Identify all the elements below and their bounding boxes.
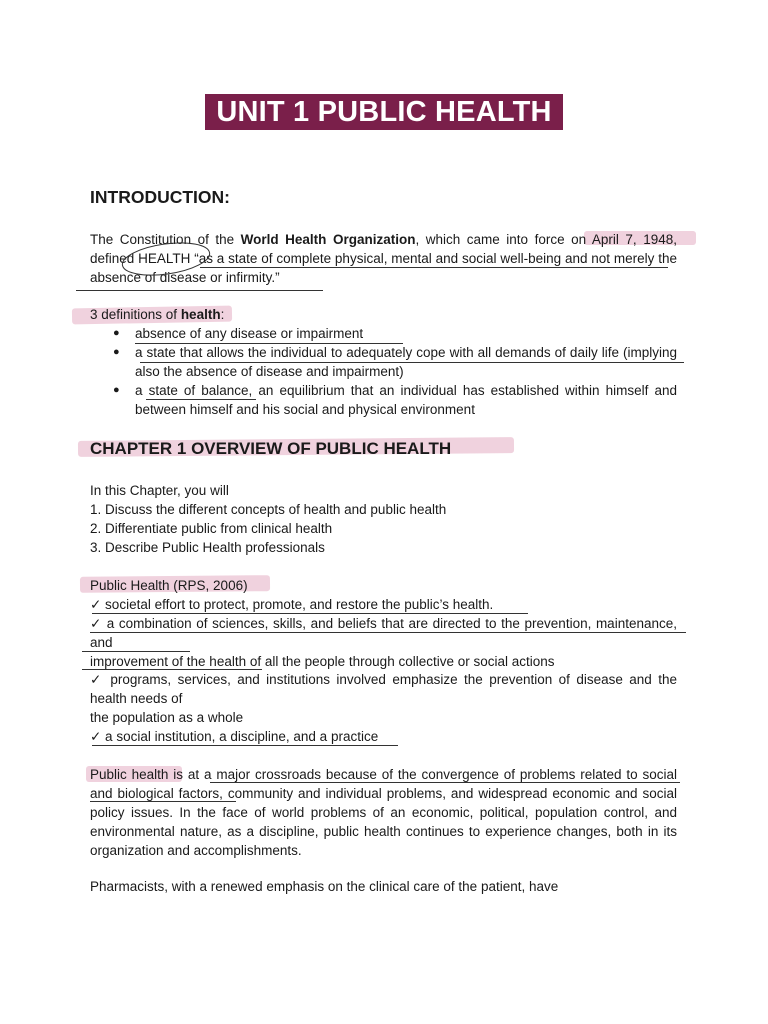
definitions-text-post: : [220,307,225,322]
intro-text-pre: The Constitution of the [90,232,241,247]
intro-text-post: , which came into force on April 7, 1948, defined HEALTH “as a state of complete physical, mental and social well-being and not merely the absence of disease or infirmity.” [90,232,677,285]
bullet-dot: ● [113,384,120,396]
definition-bullet-1: absence of any disease or impairment [135,326,364,341]
definitions-intro [90,305,224,324]
pharmacists-paragraph: Pharmacists, with a renewed emphasis on the clinical care of the patient, have [90,879,559,894]
underline-mark [90,632,686,633]
underline-mark [140,362,684,363]
definition-bullet-2: a state that allows the individual to adequately cope with all demands of daily life (implying also the absence of disease and impairment) [135,345,677,379]
objectives-intro: In this Chapter, you will [90,483,229,498]
bullet-dot: ● [113,346,120,358]
underline-mark [90,801,236,802]
introduction-heading: INTRODUCTION: [90,187,230,207]
crossroads-paragraph: Public health is at a major crossroads because of the convergence of problems related to social and biological factors, community and individual problems, and widespread economic and social policy issues. In the face of world problems of an economic, political, population control, and environmental nature, as a discipline, public health continues to experience changes, both in its organization and accomplishments. [90,767,677,858]
objective-item: 2. Differentiate public from clinical health [90,521,333,536]
health-word: health [180,307,221,322]
definition-bullet-3: a state of balance, an equilibrium that an individual has established within himself and between himself and his social and physical environment [135,383,677,417]
check-item: ✓ a combination of sciences, skills, and beliefs that are directed to the prevention, maintenance, and [90,616,677,650]
underline-mark [146,399,256,400]
underline-mark [76,290,323,291]
check-item-continued: improvement of the health of all the people through collective or social actions [90,654,555,669]
underline-mark [92,745,398,746]
underline-mark [200,267,668,268]
hand-drawn-circle [118,238,214,280]
chapter-heading: CHAPTER 1 OVERVIEW OF PUBLIC HEALTH [90,439,452,458]
page-title: UNIT 1 PUBLIC HEALTH [205,94,563,130]
check-item: ✓ programs, services, and institutions involved emphasize the prevention of disease and the health needs of [90,672,677,706]
who-name: World Health Organization [240,232,416,247]
bullet-dot: ● [113,327,120,339]
check-item: ✓ a social institution, a discipline, and a practice [90,729,379,744]
objective-item: 3. Describe Public Health professionals [90,540,325,555]
public-health-label: Public Health (RPS, 2006) [90,578,248,593]
check-item: ✓ societal effort to protect, promote, and restore the public’s health. [90,597,494,612]
objective-item: 1. Discuss the different concepts of health and public health [90,502,447,517]
underline-mark [210,782,680,783]
definitions-text-pre: 3 definitions of [90,307,181,322]
check-item-continued: the population as a whole [90,710,244,725]
